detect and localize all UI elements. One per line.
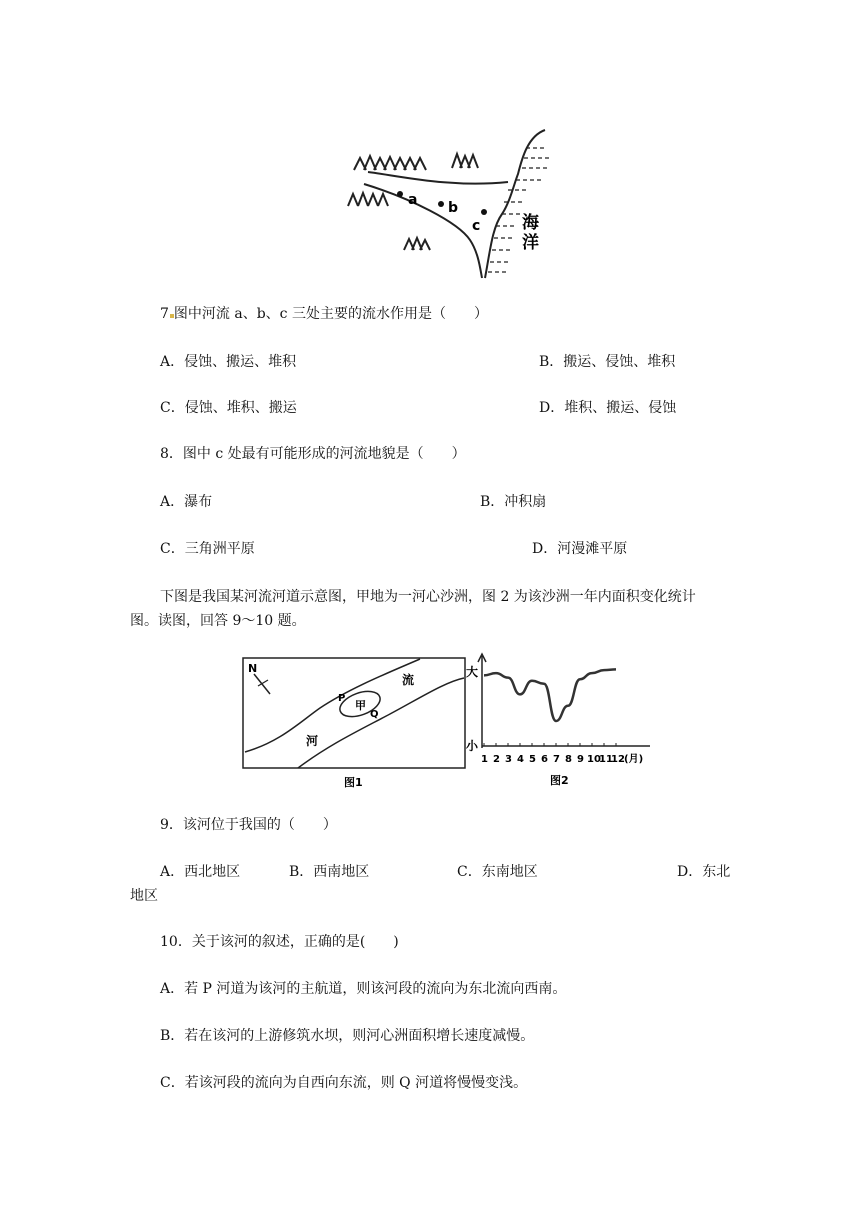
q8-option-c: C．三角洲平原 bbox=[160, 541, 255, 557]
sea-label-1: 海 bbox=[522, 213, 539, 233]
river-label-he: 河 bbox=[306, 734, 319, 748]
q7-stem-text: 图中河流 a、b、c 三处主要的流水作用是（ ） bbox=[173, 306, 488, 322]
coastline bbox=[485, 130, 545, 278]
q7-option-c: C．侵蚀、堆积、搬运 bbox=[160, 400, 297, 416]
north-label: N bbox=[248, 662, 258, 675]
q10-option-b: B．若在该河的上游修筑水坝，则河心洲面积增长速度减慢。 bbox=[160, 1028, 535, 1044]
x-tick-label: 9 bbox=[577, 754, 584, 765]
figure-1-caption: 图1 bbox=[344, 776, 363, 789]
sea-label-2: 洋 bbox=[522, 233, 539, 253]
x-tick-label: 8 bbox=[565, 754, 572, 765]
q7-option-b: B．搬运、侵蚀、堆积 bbox=[539, 354, 676, 370]
sandbar-jia-label: 甲 bbox=[355, 699, 366, 712]
q7-stem bbox=[160, 304, 488, 324]
river-sea-map bbox=[340, 122, 560, 282]
x-axis-unit: (月) bbox=[624, 754, 644, 765]
intro-line-2: 图。读图，回答 9～10 题。 bbox=[130, 613, 306, 629]
x-tick-label: 7 bbox=[553, 754, 560, 765]
x-tick-label: 3 bbox=[505, 754, 512, 765]
q8-option-b: B．冲积扇 bbox=[480, 494, 547, 510]
q7-option-d: D．堆积、搬运、侵蚀 bbox=[539, 400, 677, 416]
river-label-liu: 流 bbox=[402, 673, 415, 687]
point-b-label: b bbox=[448, 200, 459, 216]
q8-stem: 8．图中 c 处最有可能形成的河流地貌是（ ） bbox=[160, 446, 466, 462]
channel-p-label: P bbox=[338, 693, 346, 704]
x-tick-label: 1 bbox=[481, 754, 488, 765]
q9-option-d: D．东北 bbox=[677, 864, 731, 880]
channel-q-label: Q bbox=[370, 709, 379, 720]
point-a-label: a bbox=[408, 192, 418, 208]
q7-option-a: A．侵蚀、搬运、堆积 bbox=[160, 354, 297, 370]
point-c-label: c bbox=[472, 218, 481, 234]
q10-stem: 10．关于该河的叙述，正确的是( ) bbox=[160, 934, 399, 950]
sea-dashes bbox=[488, 148, 549, 272]
x-tick-label: 2 bbox=[493, 754, 500, 765]
q7-number: 7 bbox=[160, 306, 169, 322]
q9-option-d-wrap: 地区 bbox=[130, 888, 158, 904]
intro-line-1: 下图是我国某河流河道示意图，甲地为一河心沙洲，图 2 为该沙洲一年内面积变化统计 bbox=[160, 589, 696, 605]
figure-2-area-chart bbox=[462, 650, 662, 792]
q9-option-b: B．西南地区 bbox=[289, 864, 370, 880]
figure-2-caption: 图2 bbox=[550, 774, 569, 787]
figure-1-river-channel bbox=[240, 652, 470, 792]
q9-option-a: A．西北地区 bbox=[160, 864, 241, 880]
point-a-dot bbox=[397, 191, 403, 197]
x-tick-label: 4 bbox=[517, 754, 524, 765]
river-bank-south bbox=[298, 678, 464, 768]
x-tick-label: 11 bbox=[599, 754, 613, 765]
y-axis-bottom-label: 小 bbox=[466, 739, 479, 753]
sandbar-area-line bbox=[484, 669, 616, 721]
q10-option-c: C．若该河段的流向为自西向东流，则 Q 河道将慢慢变浅。 bbox=[160, 1075, 528, 1091]
q9-option-c: C．东南地区 bbox=[457, 864, 538, 880]
point-b-dot bbox=[438, 201, 444, 207]
q8-option-a: A．瀑布 bbox=[160, 494, 213, 510]
figure-1-frame bbox=[243, 658, 465, 768]
q8-option-d: D．河漫滩平原 bbox=[532, 541, 628, 557]
river-bank-upper bbox=[368, 172, 508, 184]
x-tick-label: 10 bbox=[587, 754, 601, 765]
river-bank-north bbox=[245, 659, 420, 752]
y-axis-top-label: 大 bbox=[466, 665, 479, 679]
x-tick-label: 6 bbox=[541, 754, 548, 765]
x-tick-label: 12 bbox=[611, 754, 625, 765]
x-tick-label: 5 bbox=[529, 754, 536, 765]
q9-stem: 9．该河位于我国的（ ） bbox=[160, 817, 337, 833]
point-c-dot bbox=[481, 209, 487, 215]
q10-option-a: A．若 P 河道为该河的主航道，则该河段的流向为东北流向西南。 bbox=[160, 981, 567, 997]
